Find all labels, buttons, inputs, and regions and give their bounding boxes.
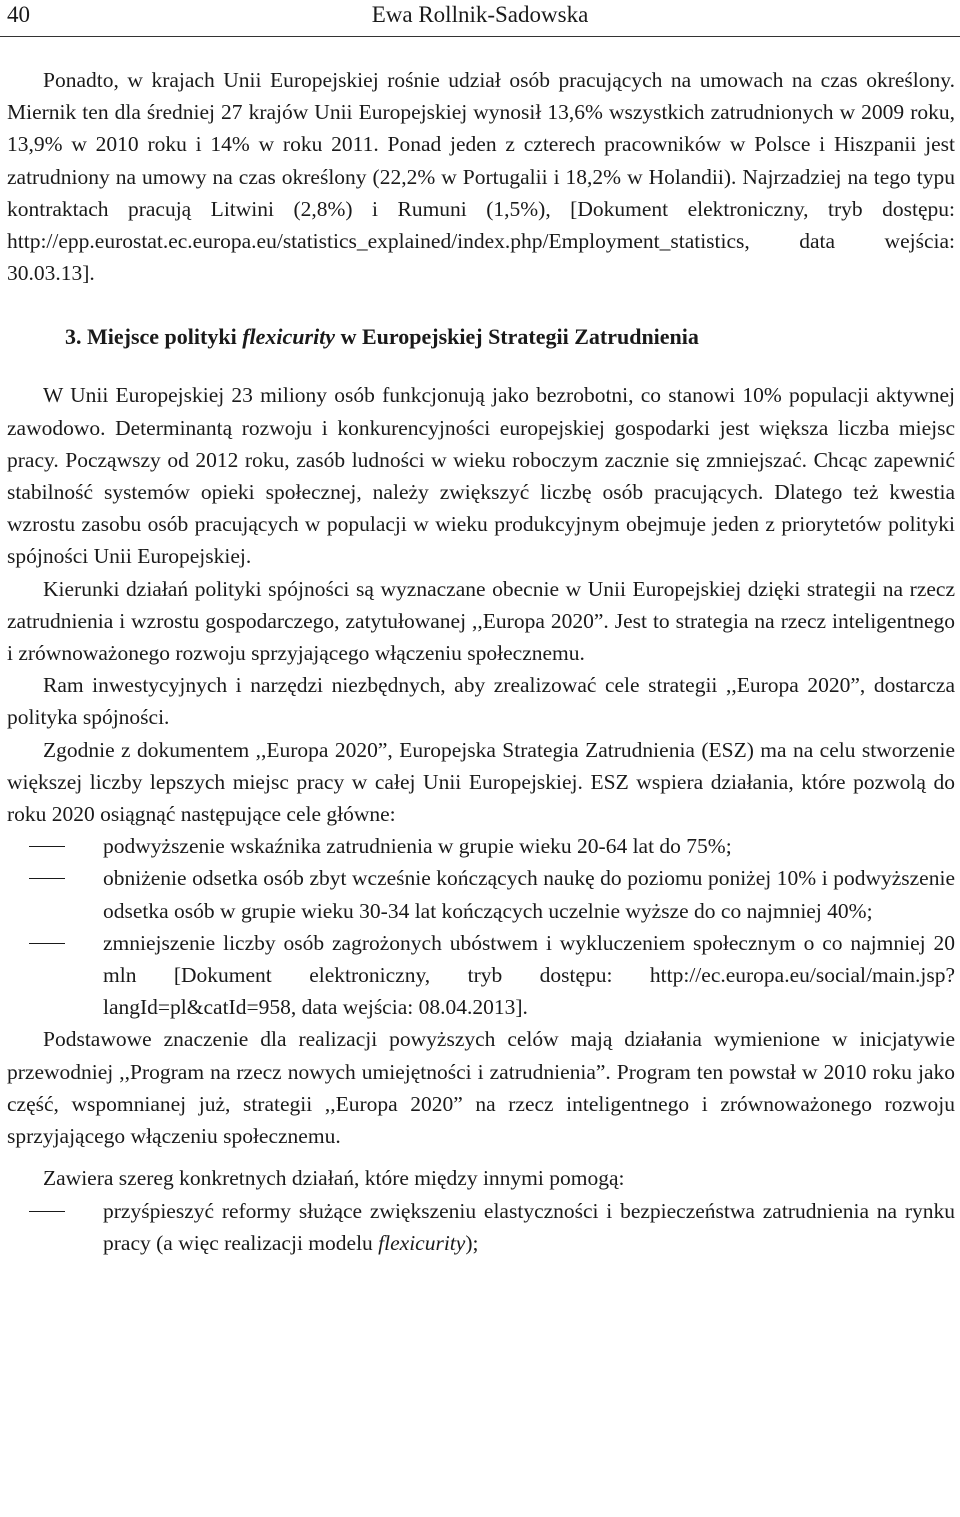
paragraph: W Unii Europejskiej 23 miliony osób funkcjonują jako bezrobotni, co stanowi 10% populacji aktywnej zawodowo. Determinantą rozwoju i konkurencyjności europejskiej gospodarki jest większa liczba miejsc pracy. Począwszy od 2012 roku, zasób ludności w wieku roboczym zacznie się zmniejszać. Chcąc zapewnić stabilność systemów opieki społecznej, należy zwiększyć liczbę osób pracujących. Dlatego też kwestia wzrostu zasobu osób pracujących w populacji w wieku produkcyjnym obejmuje jeden z priorytetów polityki spójności Unii Europejskiej. — [7, 383, 955, 569]
running-author: Ewa Rollnik-Sadowska — [371, 2, 589, 27]
list-item-italic: flexicurity — [378, 1230, 466, 1255]
page-number: 40 — [7, 2, 30, 27]
list-item: obniżenie odsetka osób zbyt wcześnie kończących naukę do poziomu poniżej 10% i podwyższenie odsetka osób w grupie wieku 30-34 lat kończących uczelnie wyższe do co najmniej 40%; — [7, 862, 955, 926]
paragraph: Zgodnie z dokumentem ,,Europa 2020”, Europejska Strategia Zatrudnienia (ESZ) ma na celu stworzenie większej liczby lepszych miejsc pracy w całej Unii Europejskiej. ESZ wspiera działania, które pozwolą do roku 2020 osiągnąć następujące cele główne: — [7, 737, 955, 827]
list-item: podwyższenie wskaźnika zatrudnienia w grupie wieku 20-64 lat do 75%; — [7, 830, 955, 862]
paragraph: Zawiera szereg konkretnych działań, które między innymi pomogą: — [43, 1166, 625, 1191]
paragraph-intro: Ponadto, w krajach Unii Europejskiej rośnie udział osób pracujących na umowach na czas określony. Miernik ten dla średniej 27 krajów Unii Europejskiej wynosił 13,6% wszystkich zatrudnionych w 2009 roku, 13,9% w 2010 roku i 14% w roku 2011. Ponad jeden z czterech pracowników w Polsce i Hiszpanii jest zatrudniony na umowy na czas określony (22,2% w Portugalii i 18,2% w Holandii). Najrzadziej na tego typu kontraktach pracują Litwini (2,8%) i Rumuni (1,5%), [Dokument elektroniczny, tryb dostępu: http://epp.eurostat.ec.europa.eu/statistics_explained/index.php/Employment_statistics, data wejścia: 30.03.13]. — [7, 68, 955, 286]
paragraph: Ram inwestycyjnych i narzędzi niezbędnych, aby zrealizować cele strategii ,,Europa 2020”, dostarcza polityka spójności. — [7, 673, 955, 730]
list-item: zmniejszenie liczby osób zagrożonych ubóstwem i wykluczeniem społecznym o co najmniej 20 mln [Dokument elektroniczny, tryb dostępu: http://ec.europa.eu/social/main.jsp?langId=pl&catId=958, data wejścia: 08.04.2013]. — [7, 927, 955, 1024]
list-item-text: przyśpieszyć reformy służące zwiększeniu elastyczności i bezpieczeństwa zatrudnienia na rynku pracy (a więc realizacji modelu — [103, 1198, 955, 1255]
section-heading — [7, 321, 955, 353]
paragraph: Podstawowe znaczenie dla realizacji powyższych celów mają działania wymienione w inicjatywie przewodniej ,,Program na rzecz nowych umiejętności i zatrudnienia”. Program ten powstał w 2010 roku jako część, wspomnianej już, strategii ,,Europa 2020” na rzecz inteligentnego i zrównoważonego rozwoju sprzyjającego włączeniu społecznemu. — [7, 1027, 955, 1149]
page-body — [7, 64, 955, 1259]
list-item — [7, 1195, 955, 1259]
list-item-end: ); — [465, 1230, 479, 1255]
section-title-start: Miejsce polityki — [87, 324, 237, 350]
running-header — [0, 0, 960, 37]
paragraph: Kierunki działań polityki spójności są wyznaczane obecnie w Unii Europejskiej dzięki strategii na rzecz zatrudnienia i wzrostu gospodarczego, zatytułowanej ,,Europa 2020”. Jest to strategia na rzecz inteligentnego i zrównoważonego rozwoju sprzyjającego włączeniu społecznemu. — [7, 576, 955, 666]
section-number: 3. — [65, 324, 82, 350]
actions-list — [7, 1195, 955, 1259]
section-title-end: w Europejskiej Strategii Zatrudnienia — [340, 324, 699, 350]
goals-list — [7, 830, 955, 1023]
section-title-italic: flexicurity — [242, 324, 336, 350]
